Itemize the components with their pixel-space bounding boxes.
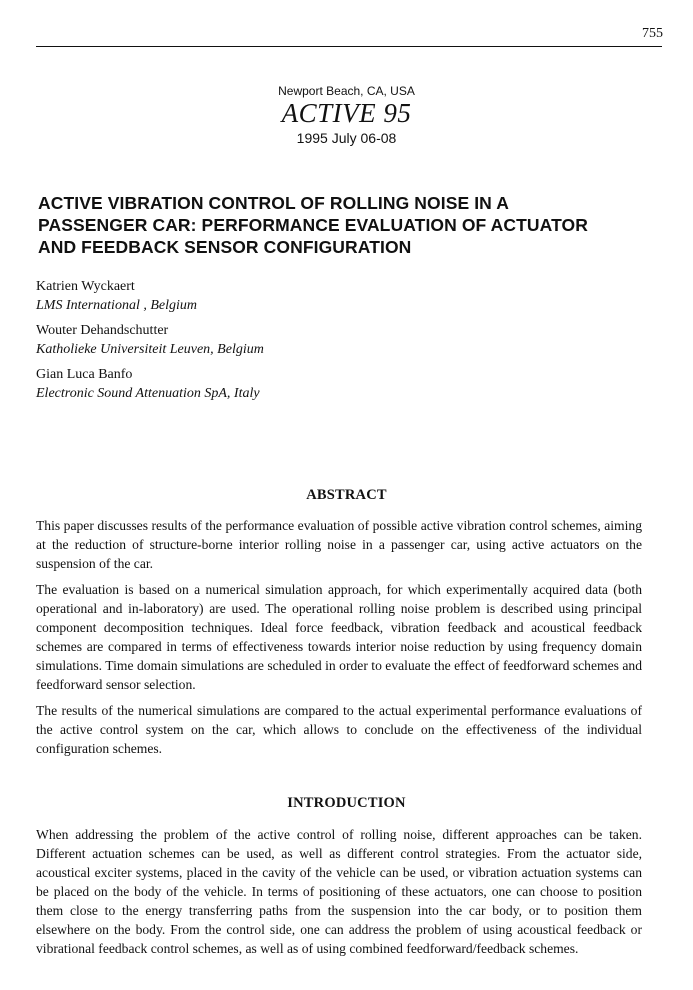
paper-title [38, 192, 668, 258]
conference-header [0, 84, 693, 147]
author-name: Wouter Dehandschutter [36, 323, 169, 338]
author-entry [36, 277, 656, 315]
title-line: PASSENGER CAR: PERFORMANCE EVALUATION OF ACTUATOR [38, 215, 588, 235]
conference-location: Newport Beach, CA, USA [278, 84, 415, 98]
author-name: Katrien Wyckaert [36, 279, 135, 294]
author-entry [36, 321, 656, 359]
author-entry [36, 365, 656, 403]
header-rule [36, 46, 662, 47]
abstract-paragraph: The evaluation is based on a numerical simulation approach, for which experimentally acquired data (both operational and in-laboratory) are used. The operational rolling noise problem is described using principal component decomposition techniques. Ideal force feedback, vibration feedback and acoustical feedback schemes are compared in terms of effectiveness towards interior noise reduction by using frequency domain simulations. Time domain simulations are scheduled in order to evaluate the effect of feedforward schemes and feedforward sensor selection. [36, 582, 642, 692]
abstract-paragraph: This paper discusses results of the performance evaluation of possible active vibration control schemes, aiming at the reduction of structure-borne interior rolling noise in a passenger car, using active actuators on the suspension of the car. [36, 518, 642, 571]
abstract-body [36, 516, 642, 765]
page-number: 755 [642, 26, 663, 41]
introduction-heading: INTRODUCTION [287, 795, 406, 811]
title-line: ACTIVE VIBRATION CONTROL OF ROLLING NOISE IN A [38, 193, 509, 213]
author-affiliation: LMS International , Belgium [36, 298, 197, 313]
author-name: Gian Luca Banfo [36, 367, 133, 382]
introduction-paragraph: When addressing the problem of the active control of rolling noise, different approaches can be taken. Different actuation schemes can be used, as well as different control strategies. From the actuator side, acoustical exciter systems, placed in the cavity of the vehicle can be used, or vibration actuation systems can be placed on the body of the vehicle. In terms of positioning of these actuators, one can choose to position them close to the energy transferring paths from the suspension into the car body, or to position them elsewhere on the body. From the control side, one can address the problem of using acoustical feedback or vibrational feedback control schemes, as well as of using combined feedforward/feedback schemes. [36, 827, 642, 956]
author-affiliation: Katholieke Universiteit Leuven, Belgium [36, 342, 264, 357]
author-affiliation: Electronic Sound Attenuation SpA, Italy [36, 386, 260, 401]
introduction-body [36, 825, 642, 965]
abstract-heading: ABSTRACT [306, 487, 387, 503]
conference-dates: 1995 July 06-08 [296, 130, 397, 146]
title-line: AND FEEDBACK SENSOR CONFIGURATION [38, 237, 412, 257]
conference-name: ACTIVE 95 [281, 98, 412, 128]
author-list [36, 277, 656, 409]
abstract-paragraph: The results of the numerical simulations are compared to the actual experimental performance evaluations of the active control system on the car, which allows to conclude on the effectiveness of the individual configuration schemes. [36, 703, 642, 756]
